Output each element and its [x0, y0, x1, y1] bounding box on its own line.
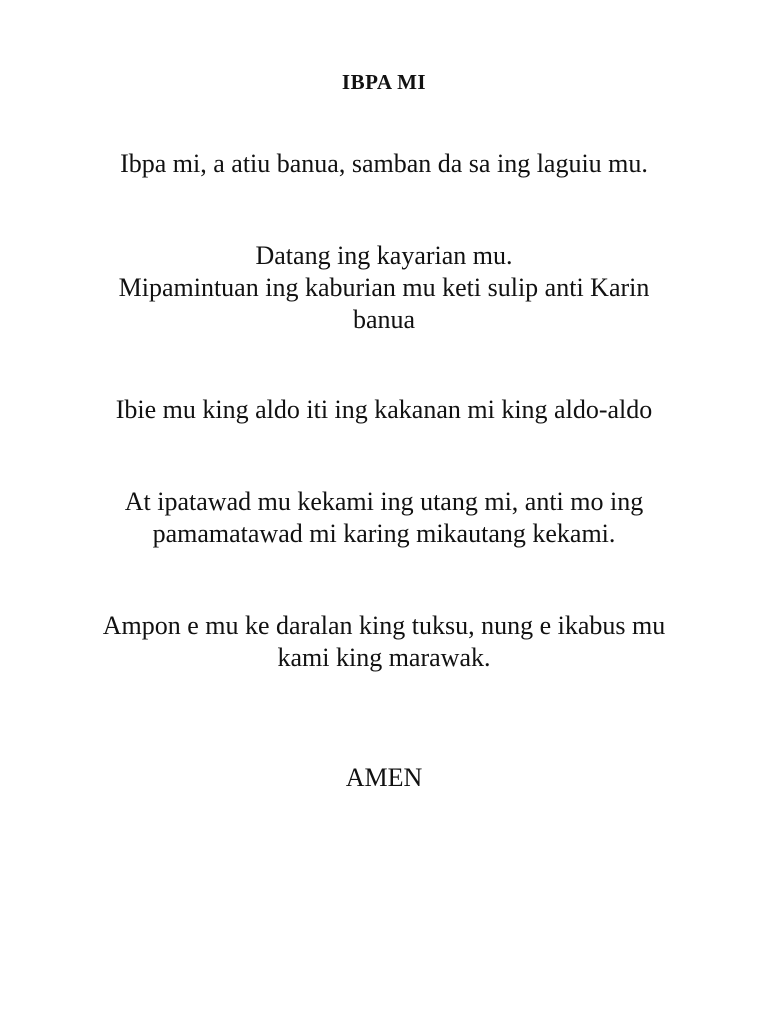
- stanza-line: AMEN: [345, 763, 423, 792]
- stanza-line: kami king marawak.: [277, 643, 491, 672]
- stanza-1: [60, 148, 708, 180]
- stanza-line: Ibpa mi, a atiu banua, samban da sa ing laguiu mu.: [120, 149, 648, 178]
- stanza-line: Mipamintuan ing kaburian mu keti sulip anti Karin: [118, 273, 650, 302]
- stanza-line: At ipatawad mu kekami ing utang mi, anti mo ing: [124, 487, 644, 516]
- prayer-title: IBPA MI: [341, 70, 427, 94]
- stanza-line: Datang ing kayarian mu.: [255, 241, 513, 270]
- stanza-line: pamamatawad mi karing mikautang kekami.: [152, 519, 616, 548]
- stanza-line: banua: [352, 305, 416, 334]
- stanza-2: [60, 240, 708, 336]
- stanza-5: [60, 610, 708, 674]
- stanza-4: [60, 486, 708, 550]
- stanza-line: Ibie mu king aldo iti ing kakanan mi king aldo-aldo: [115, 395, 653, 424]
- stanza-3: [60, 394, 708, 426]
- stanza-line: Ampon e mu ke daralan king tuksu, nung e ikabus mu: [102, 611, 666, 640]
- amen-line: [60, 762, 708, 794]
